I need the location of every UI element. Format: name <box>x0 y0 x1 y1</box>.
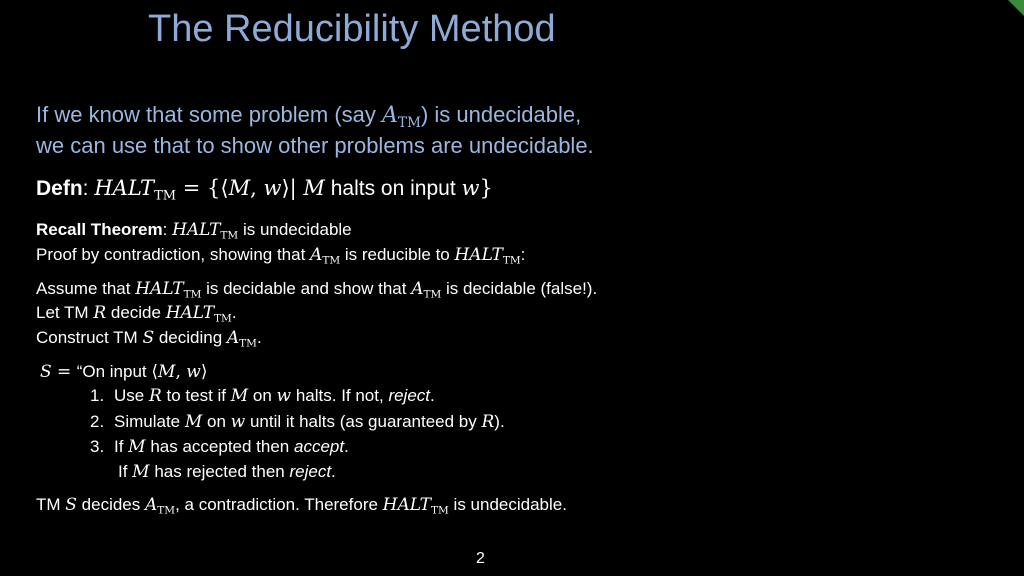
recall-theorem-line: Recall Theorem: $HALT_{TM}$ is undecidable <box>36 220 352 242</box>
defn-label: Defn <box>36 177 83 200</box>
conclusion-line: TM S decides $A_{TM}$, a contradiction. Therefore $HALT_{TM}$ is undecidable. <box>36 495 567 517</box>
proof-line: Proof by contradiction, showing that $A_{TM}$ is reducible to $HALT_{TM}$: <box>36 245 526 267</box>
definition-line: Defn: $HALT_{TM}$ = {⟨M, w⟩| M halts on input w} <box>36 176 493 204</box>
let-line: Let TM R decide $HALT_{TM}$. <box>36 303 237 325</box>
construct-line: Construct TM S deciding $A_{TM}$. <box>36 328 262 350</box>
assume-line: Assume that $HALT_{TM}$ is decidable and show that $A_{TM}$ is decidable (false!). <box>36 279 598 301</box>
slide-title: The Reducibility Method <box>148 8 556 50</box>
step-3-continued: If M has rejected then reject. <box>118 462 336 482</box>
corner-accent-triangle <box>1008 0 1024 16</box>
intro-line-1: If we know that some problem (say $A_{TM}$) is undecidable, <box>36 102 582 131</box>
page-number: 2 <box>476 550 485 567</box>
step-3: 3. If M has accepted then accept. <box>90 437 349 457</box>
step-1: 1. Use R to test if M on w halts. If not, reject. <box>90 386 435 406</box>
step-2: 2. Simulate M on w until it halts (as guaranteed by R). <box>90 412 505 432</box>
machine-def-line: S = “On input ⟨M, w⟩ <box>40 362 208 382</box>
intro-line-2: we can use that to show other problems are undecidable. <box>36 133 594 158</box>
